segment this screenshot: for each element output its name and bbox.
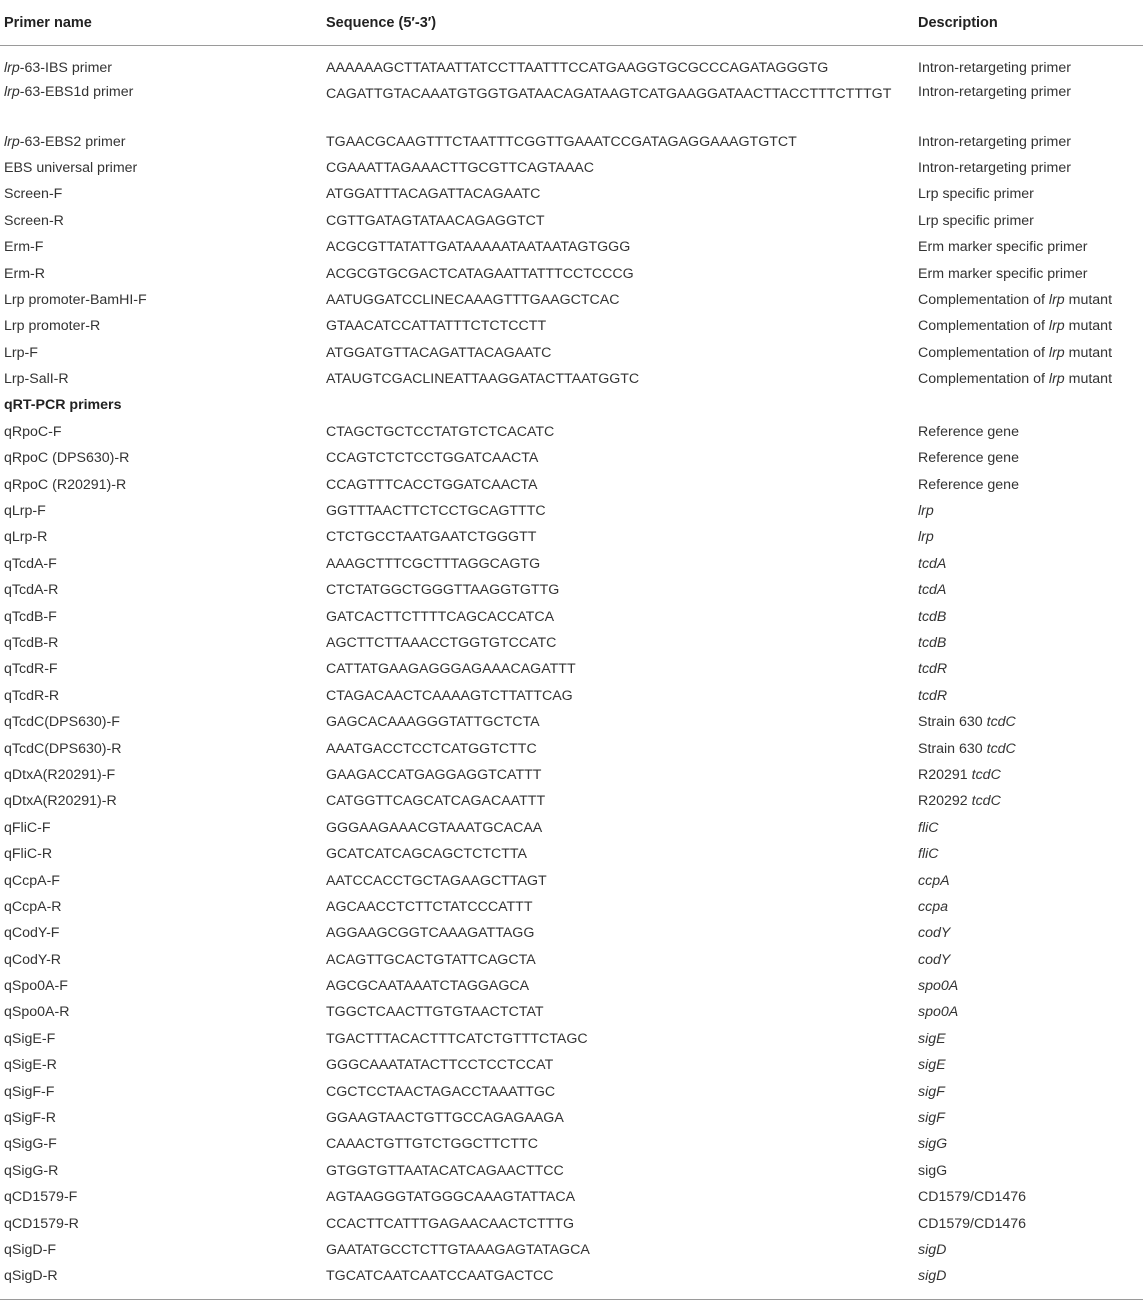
- primer-name-text: qSpo0A-R: [4, 1004, 70, 1021]
- primer-name-text: qSigD-F: [4, 1241, 57, 1258]
- description-cell: [918, 688, 1143, 704]
- description-cell: [918, 60, 1143, 76]
- sequence-cell: GAGCACAAAGGGTATTGCTCTA: [326, 714, 540, 731]
- primer-name-cell: [0, 186, 326, 202]
- primer-name-text: qCD1579-F: [4, 1189, 78, 1206]
- primer-name-text: qSigE-F: [4, 1030, 56, 1047]
- primer-name-cell: [0, 952, 326, 968]
- primer-name-text: qRpoC-F: [4, 423, 62, 440]
- primer-name-cell: [0, 266, 326, 282]
- table-row: [0, 1078, 1143, 1104]
- description-cell: [918, 741, 1143, 757]
- table-row: [0, 208, 1143, 234]
- primer-name-cell: [0, 767, 326, 783]
- primer-name-cell: [0, 60, 326, 76]
- description-text: Lrp specific primer: [918, 212, 1034, 229]
- primer-name-text: qTcdB-F: [4, 608, 57, 625]
- table-row: [0, 683, 1143, 709]
- description-gene: sigG: [918, 1136, 948, 1153]
- description-gene: sigF: [918, 1083, 945, 1100]
- header-sequence: Sequence (5′-3′): [326, 15, 437, 31]
- primer-name-text: qFliC-R: [4, 846, 53, 863]
- sequence-cell: CGTTGATAGTATAACAGAGGTCT: [326, 212, 545, 229]
- description-cell: [918, 978, 1143, 994]
- description-text: CD1579/CD1476: [918, 1215, 1027, 1232]
- primer-name-cell: [0, 582, 326, 598]
- table-row: [0, 181, 1143, 207]
- description-text: Strain 630: [918, 714, 987, 731]
- description-gene: ccpa: [918, 898, 948, 915]
- description-text: Intron-retargeting primer: [918, 60, 1071, 77]
- primer-name-text: Screen-F: [4, 186, 63, 203]
- primer-name-text: Lrp promoter-R: [4, 318, 101, 335]
- table-row: [0, 128, 1143, 154]
- sequence-cell: GAAGACCATGAGGAGGTCATTT: [326, 766, 542, 783]
- sequence-cell: CTAGACAACTCAAAAGTCTTATTCAG: [326, 687, 573, 704]
- primer-name-cell: [0, 741, 326, 757]
- primer-name-text: Lrp promoter-BamHI-F: [4, 291, 147, 308]
- primer-name-text: qTcdA-F: [4, 555, 57, 572]
- description-cell: [918, 1242, 1143, 1258]
- primer-name-text: -63-EBS2 primer: [19, 133, 126, 150]
- primer-name-text: Erm-R: [4, 265, 45, 282]
- description-cell: [918, 556, 1143, 572]
- primer-name-text: qTcdC(DPS630)-R: [4, 740, 122, 757]
- primer-name-cell: [0, 609, 326, 625]
- sequence-cell: CTCTGCCTAATGAATCTGGGTT: [326, 529, 537, 546]
- sequence-cell: TGACTTTACACTTTCATCTGTTTCTAGC: [326, 1030, 588, 1047]
- description-cell: [918, 1189, 1143, 1205]
- sequence-cell: GTGGTGTTAATACATCAGAACTTCC: [326, 1162, 564, 1179]
- primer-name-text: qRpoC (DPS630)-R: [4, 450, 130, 467]
- sequence-cell: AGGAAGCGGTCAAAGATTAGG: [326, 925, 535, 942]
- description-gene: lrp: [918, 503, 934, 520]
- primer-name-text: qCodY-F: [4, 925, 60, 942]
- table-row: [0, 155, 1143, 181]
- primer-name-gene: lrp: [4, 60, 20, 77]
- description-text: Reference gene: [918, 476, 1019, 493]
- primer-name-cell: [0, 1031, 326, 1047]
- description-cell: [918, 714, 1143, 730]
- description-cell: [918, 424, 1143, 440]
- description-gene: tcdC: [986, 740, 1016, 757]
- primer-name-text: Erm-F: [4, 239, 44, 256]
- sequence-cell: CAGATTGTACAAATGTGGTGATAACAGATAAGTCATGAAGGATAACTTACCTTTCTTTGT: [326, 86, 892, 103]
- primer-name-cell: [0, 1057, 326, 1073]
- table-row: [0, 260, 1143, 286]
- primer-name-cell: [0, 1163, 326, 1179]
- primer-name-cell: [0, 213, 326, 229]
- description-cell: [918, 318, 1143, 334]
- primer-name-cell: [0, 661, 326, 677]
- table-row: [0, 1158, 1143, 1184]
- description-cell: [918, 1057, 1143, 1073]
- sequence-cell: GGGAAGAAACGTAAATGCACAA: [326, 819, 543, 836]
- description-tail: mutant: [1064, 291, 1113, 308]
- description-gene: lrp: [1048, 371, 1065, 388]
- description-gene: ccpA: [918, 872, 950, 889]
- description-gene: tcdR: [918, 661, 948, 678]
- sequence-cell: CGCTCCTAACTAGACCTAAATTGC: [326, 1083, 556, 1100]
- description-cell: [918, 529, 1143, 545]
- sequence-cell: CAAACTGTTGTCTGGCTTCTTC: [326, 1136, 539, 1153]
- sequence-cell: ATGGATTTACAGATTACAGAATC: [326, 186, 541, 203]
- table-row: [0, 471, 1143, 497]
- primer-name-text: qTcdB-R: [4, 635, 59, 651]
- table-row: [0, 1237, 1143, 1263]
- description-text: Complementation of: [918, 371, 1049, 388]
- table-row: [0, 577, 1143, 603]
- description-cell: [918, 213, 1143, 229]
- sequence-cell: GAATATGCCTCTTGTAAAGAGTATAGCA: [326, 1241, 590, 1258]
- primer-name-cell: [0, 978, 326, 994]
- description-gene: tcdA: [918, 555, 947, 572]
- primer-name-text: qSigD-R: [4, 1268, 58, 1285]
- description-text: Complementation of: [918, 344, 1049, 361]
- description-gene: sigE: [918, 1030, 946, 1047]
- sequence-cell: GTAACATCCATTATTTCTCTCCTT: [326, 318, 547, 335]
- sequence-cell: TGAACGCAAGTTTCTAATTTCGGTTGAAATCCGATAGAGGAAAGTGTCT: [326, 133, 797, 150]
- sequence-cell: AATCCACCTGCTAGAAGCTTAGT: [326, 872, 547, 889]
- table-row: [0, 999, 1143, 1025]
- primer-name-text: Lrp-F: [4, 344, 38, 361]
- table-row: [0, 340, 1143, 366]
- description-cell: [918, 1084, 1143, 1100]
- sequence-cell: CCAGTTTCACCTGGATCAACTA: [326, 476, 538, 493]
- description-cell: [918, 1031, 1143, 1047]
- description-cell: [918, 345, 1143, 361]
- description-gene: lrp: [1048, 291, 1065, 308]
- description-gene: sigE: [918, 1057, 946, 1074]
- primer-name-text: EBS universal primer: [4, 159, 138, 176]
- description-text: Lrp specific primer: [918, 186, 1034, 203]
- description-gene: codY: [918, 951, 951, 968]
- sequence-cell: CATTATGAAGAGGGAGAAACAGATTT: [326, 661, 576, 678]
- description-gene: lrp: [918, 529, 934, 546]
- description-gene: sigD: [918, 1241, 947, 1258]
- table-row: [0, 947, 1143, 973]
- sequence-cell: ACGCGTGCGACTCATAGAATTATTTCCTCCCG: [326, 265, 634, 282]
- table-row: [0, 1026, 1143, 1052]
- section-heading-row: [0, 392, 1143, 418]
- primer-name-text: qCcpA-F: [4, 872, 60, 889]
- primer-name-cell: [0, 503, 326, 519]
- primer-name-cell: [0, 688, 326, 704]
- sequence-cell: GGTTTAACTTCTCCTGCAGTTTC: [326, 503, 546, 520]
- primer-name-text: qTcdA-R: [4, 582, 59, 599]
- primer-name-text: qLrp-F: [4, 503, 46, 520]
- table-row: [0, 234, 1143, 260]
- primer-name-cell: [0, 556, 326, 572]
- table-row: [0, 841, 1143, 867]
- sequence-cell: GGGCAAATATACTTCCTCCTCCAT: [326, 1057, 554, 1074]
- sequence-cell: CCACTTCATTTGAGAACAACTCTTTG: [326, 1215, 575, 1232]
- description-gene: tcdC: [971, 766, 1001, 783]
- primer-name-text: qCD1579-R: [4, 1215, 79, 1232]
- description-text: Complementation of: [918, 291, 1049, 308]
- description-text: Intron-retargeting primer: [918, 84, 1071, 101]
- description-gene: sigD: [918, 1268, 947, 1285]
- description-tail: mutant: [1064, 371, 1113, 388]
- table-row: [0, 551, 1143, 577]
- sequence-cell: AGCTTCTTAAACCTGGTGTCCATC: [326, 635, 557, 651]
- description-cell: [918, 450, 1143, 466]
- table-row: [0, 894, 1143, 920]
- description-cell: [918, 793, 1143, 809]
- primer-name-text: qSigG-F: [4, 1136, 57, 1153]
- description-cell: [918, 186, 1143, 202]
- sequence-cell: CGAAATTAGAAACTTGCGTTCAGTAAAC: [326, 159, 595, 176]
- description-cell: [918, 134, 1143, 150]
- primer-name-text: qDtxA(R20291)-F: [4, 766, 116, 783]
- description-text: Reference gene: [918, 450, 1019, 467]
- primer-name-cell: [0, 397, 326, 413]
- primer-name-gene: lrp: [4, 84, 20, 101]
- description-cell: [918, 1004, 1143, 1020]
- primer-name-cell: [0, 1189, 326, 1205]
- primer-name-text: qSigF-F: [4, 1083, 55, 1100]
- primer-name-text: qDtxA(R20291)-R: [4, 793, 117, 810]
- description-cell: [918, 266, 1143, 282]
- sequence-cell: ATGGATGTTACAGATTACAGAATC: [326, 344, 552, 361]
- table-row: [0, 55, 1143, 81]
- sequence-cell: CTAGCTGCTCCTATGTCTCACATC: [326, 423, 555, 440]
- description-gene: spo0A: [918, 1004, 959, 1021]
- description-tail: mutant: [1064, 318, 1113, 335]
- primer-name-cell: [0, 1004, 326, 1020]
- description-gene: lrp: [1048, 318, 1065, 335]
- primer-name-cell: [0, 714, 326, 730]
- table-row: [0, 419, 1143, 445]
- primer-name-text: qCodY-R: [4, 951, 62, 968]
- description-cell: [918, 371, 1143, 387]
- primer-name-text: qRpoC (R20291)-R: [4, 476, 127, 493]
- description-tail: mutant: [1064, 344, 1113, 361]
- primer-name-cell: [0, 1216, 326, 1232]
- table-row: [0, 920, 1143, 946]
- primer-name-cell: [0, 899, 326, 915]
- sequence-cell: TGCATCAATCAATCCAATGACTCC: [326, 1268, 554, 1285]
- table-row: [0, 603, 1143, 629]
- table-row: [0, 366, 1143, 392]
- description-cell: [918, 1136, 1143, 1152]
- primer-name-cell: [0, 1268, 326, 1284]
- description-text: R20292: [918, 793, 972, 810]
- description-cell: [918, 873, 1143, 889]
- table-header: [0, 0, 1143, 46]
- table-row: [0, 788, 1143, 814]
- description-gene: tcdB: [918, 635, 947, 651]
- primer-name-cell: [0, 1110, 326, 1126]
- sequence-cell: AAATGACCTCCTCATGGTCTTC: [326, 740, 537, 757]
- header-description: Description: [918, 15, 998, 31]
- description-gene: tcdC: [971, 793, 1001, 810]
- table-row: [0, 656, 1143, 682]
- description-cell: [918, 582, 1143, 598]
- primer-name-text: qRT-PCR primers: [4, 397, 122, 414]
- description-cell: [918, 477, 1143, 493]
- primer-name-text: qSpo0A-F: [4, 978, 68, 995]
- table-row: [0, 1263, 1143, 1289]
- primer-name-cell: [0, 134, 326, 150]
- description-cell: [918, 846, 1143, 862]
- primer-name-text: -63-EBS1d primer: [19, 84, 134, 101]
- description-cell: [918, 1163, 1143, 1179]
- table-row: [0, 81, 1143, 128]
- table-row: [0, 1105, 1143, 1131]
- description-text: Complementation of: [918, 318, 1049, 335]
- sequence-cell: AGCGCAATAAATCTAGGAGCA: [326, 978, 530, 995]
- table-bottom-rule: [0, 1299, 1143, 1300]
- primer-name-text: qSigF-R: [4, 1110, 57, 1127]
- primer-name-cell: [0, 820, 326, 836]
- sequence-cell: GCATCATCAGCAGCTCTCTTA: [326, 846, 527, 863]
- description-text: CD1579/CD1476: [918, 1189, 1027, 1206]
- table-row: [0, 1210, 1143, 1236]
- sequence-cell: CCAGTCTCTCCTGGATCAACTA: [326, 450, 539, 467]
- table-row: [0, 735, 1143, 761]
- primer-name-text: qTcdC(DPS630)-F: [4, 714, 120, 731]
- primer-name-cell: [0, 318, 326, 334]
- sequence-cell: GGAAGTAACTGTTGCCAGAGAAGA: [326, 1110, 564, 1127]
- description-text: sigG: [918, 1162, 948, 1179]
- primer-name-text: qCcpA-R: [4, 898, 62, 915]
- description-cell: [918, 661, 1143, 677]
- primer-name-cell: [0, 925, 326, 941]
- primer-name-text: qTcdR-F: [4, 661, 58, 678]
- description-text: Strain 630: [918, 740, 987, 757]
- table-body: [0, 46, 1143, 1290]
- description-cell: [918, 292, 1143, 308]
- description-gene: tcdR: [918, 687, 948, 704]
- table-row: [0, 973, 1143, 999]
- primer-name-cell: [0, 450, 326, 466]
- primer-name-text: Lrp-SalI-R: [4, 371, 69, 388]
- description-cell: [918, 609, 1143, 625]
- description-cell: [918, 1216, 1143, 1232]
- description-gene: tcdB: [918, 608, 947, 625]
- description-cell: [918, 81, 1143, 100]
- sequence-cell: TGGCTCAACTTGTGTAACTCTAT: [326, 1004, 544, 1021]
- primer-name-cell: [0, 424, 326, 440]
- description-cell: [918, 239, 1143, 255]
- description-cell: [918, 635, 1143, 651]
- primer-name-cell: [0, 1084, 326, 1100]
- description-text: Intron-retargeting primer: [918, 159, 1071, 176]
- sequence-cell: AAAGCTTTCGCTTTAGGCAGTG: [326, 555, 541, 572]
- description-cell: [918, 767, 1143, 783]
- primer-name-text: -63-IBS primer: [19, 60, 113, 77]
- sequence-cell: CATGGTTCAGCATCAGACAATTT: [326, 793, 546, 810]
- primer-name-cell: [0, 292, 326, 308]
- primer-name-cell: [0, 635, 326, 651]
- primer-name-text: Screen-R: [4, 212, 64, 229]
- description-gene: sigF: [918, 1110, 945, 1127]
- table-row: [0, 815, 1143, 841]
- primer-name-cell: [0, 793, 326, 809]
- table-row: [0, 445, 1143, 471]
- description-text: Erm marker specific primer: [918, 265, 1088, 282]
- description-text: Intron-retargeting primer: [918, 133, 1071, 150]
- description-gene: codY: [918, 925, 951, 942]
- description-gene: fliC: [918, 819, 939, 836]
- primer-name-text: qLrp-R: [4, 529, 48, 546]
- primer-name-text: qSigE-R: [4, 1057, 57, 1074]
- sequence-cell: AAAAAAGCTTATAATTATCCTTAATTTCCATGAAGGTGCGCCCAGATAGGGTG: [326, 60, 829, 77]
- primer-name-cell: [0, 345, 326, 361]
- description-cell: [918, 503, 1143, 519]
- description-text: R20291: [918, 766, 972, 783]
- description-cell: [918, 925, 1143, 941]
- table-row: [0, 524, 1143, 550]
- description-gene: tcdC: [986, 714, 1016, 731]
- table-row: [0, 867, 1143, 893]
- primer-name-cell: [0, 1136, 326, 1152]
- description-text: Erm marker specific primer: [918, 239, 1088, 256]
- table-row: [0, 1052, 1143, 1078]
- primer-name-cell: [0, 477, 326, 493]
- table-row: [0, 498, 1143, 524]
- primer-name-cell: [0, 1242, 326, 1258]
- sequence-cell: GATCACTTCTTTTCAGCACCATCA: [326, 608, 555, 625]
- description-cell: [918, 160, 1143, 176]
- table-row: [0, 313, 1143, 339]
- primer-name-cell: [0, 846, 326, 862]
- primer-name-cell: [0, 873, 326, 889]
- header-primer-name: Primer name: [4, 15, 92, 31]
- description-gene: spo0A: [918, 978, 959, 995]
- table-row: [0, 762, 1143, 788]
- sequence-cell: AGTAAGGGTATGGGCAAAGTATTACA: [326, 1189, 576, 1206]
- sequence-cell: ATAUGTCGACLINEATTAAGGATACTTAATGGTC: [326, 371, 640, 388]
- primer-name-cell: [0, 160, 326, 176]
- table-row: [0, 1184, 1143, 1210]
- table-row: [0, 287, 1143, 313]
- primer-name-cell: [0, 529, 326, 545]
- primer-name-cell: [0, 81, 326, 100]
- description-text: Reference gene: [918, 423, 1019, 440]
- description-gene: fliC: [918, 846, 939, 863]
- primer-name-text: qTcdR-R: [4, 687, 60, 704]
- sequence-cell: ACAGTTGCACTGTATTCAGCTA: [326, 951, 536, 968]
- table-row: [0, 709, 1143, 735]
- table-row: [0, 630, 1143, 656]
- primer-name-text: qSigG-R: [4, 1162, 59, 1179]
- table-row: [0, 1131, 1143, 1157]
- sequence-cell: AATUGGATCCLINECAAAGTTTGAAGCTCAC: [326, 291, 620, 308]
- description-gene: tcdA: [918, 582, 947, 599]
- primer-name-cell: [0, 239, 326, 255]
- sequence-cell: AGCAACCTCTTCTATCCCATTT: [326, 898, 533, 915]
- sequence-cell: CTCTATGGCTGGGTTAAGGTGTTG: [326, 582, 560, 599]
- primer-name-cell: [0, 371, 326, 387]
- description-cell: [918, 1268, 1143, 1284]
- description-cell: [918, 1110, 1143, 1126]
- primer-name-gene: lrp: [4, 133, 20, 150]
- description-cell: [918, 952, 1143, 968]
- description-cell: [918, 820, 1143, 836]
- sequence-cell: ACGCGTTATATTGATAAAAATAATAATAGTGGG: [326, 239, 631, 256]
- primer-name-text: qFliC-F: [4, 819, 51, 836]
- description-gene: lrp: [1048, 344, 1065, 361]
- description-cell: [918, 899, 1143, 915]
